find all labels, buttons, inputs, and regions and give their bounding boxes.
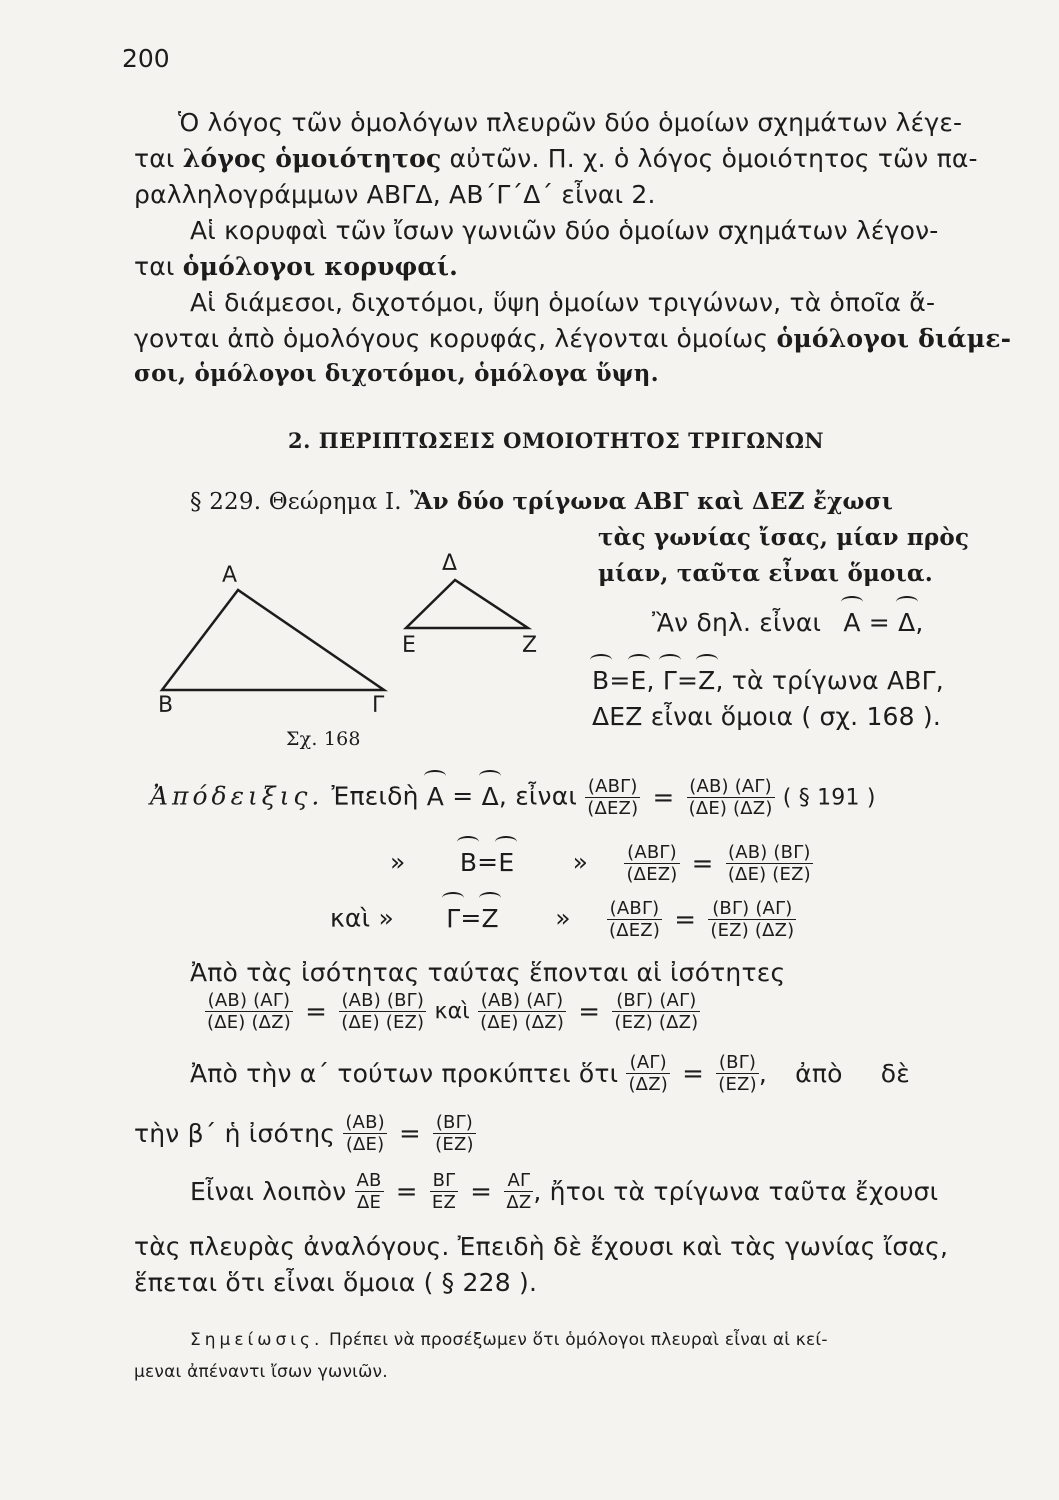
numerator: ΒΓ bbox=[430, 1170, 458, 1192]
fraction-ratio-3 bbox=[612, 990, 700, 1033]
fraction-ag-dz-plain bbox=[504, 1170, 533, 1213]
numerator: (ΑΒΓ) bbox=[585, 776, 640, 798]
paragraph-3-line-2 bbox=[134, 324, 1011, 353]
fraction-bg-ez bbox=[716, 1052, 759, 1095]
vertex-label-g: Γ bbox=[372, 693, 385, 718]
equals: = bbox=[305, 996, 328, 1027]
angle-e: Ε bbox=[630, 666, 647, 695]
term-ratio-of-similarity: λόγος ὁμοιότητος bbox=[182, 144, 442, 173]
angle-g: Γ bbox=[446, 903, 461, 933]
text: εἶναι bbox=[515, 781, 578, 811]
numerator: (ΑΒ) (ΑΓ) bbox=[687, 776, 775, 798]
equals: = bbox=[691, 848, 714, 879]
denominator: (ΔΕ) (ΔΖ) bbox=[688, 798, 773, 819]
fraction-ratio-2 bbox=[726, 842, 813, 885]
fraction-abg-dez bbox=[624, 842, 679, 885]
denominator: (ΔΖ) bbox=[628, 1074, 668, 1095]
after-line-1: Ἀπὸ τὰς ἰσότητας ταύτας ἕπονται αἱ ἰσότητες bbox=[190, 958, 786, 987]
numerator: ΑΒ bbox=[356, 1170, 382, 1191]
equals: = bbox=[609, 666, 631, 695]
fraction-bg-ez-plain bbox=[430, 1170, 458, 1213]
denominator: (ΔΕ) bbox=[345, 1134, 385, 1155]
figure-168 bbox=[150, 540, 550, 760]
theorem-text: Ἂν δύο τρίγωνα ΑΒΓ καὶ ΔΕΖ ἔχωσι bbox=[401, 488, 894, 515]
angle-a: Α bbox=[426, 781, 445, 811]
angle-a: Α bbox=[843, 608, 861, 637]
numerator: (ΒΓ) bbox=[716, 1052, 759, 1074]
proof-row-1 bbox=[150, 776, 876, 819]
paragraph-3-line-3: σοι, ὁμόλογοι διχοτόμοι, ὁμόλογα ὕψη. bbox=[134, 360, 659, 387]
paragraph-1-line-2 bbox=[134, 144, 978, 173]
theorem-line-3: μίαν, ταῦτα εἶναι ὅμοια. bbox=[598, 560, 934, 587]
text: καὶ bbox=[330, 903, 371, 933]
denominator: ΕΖ bbox=[431, 1192, 457, 1213]
equals: = bbox=[682, 1058, 705, 1089]
theorem-line-2: τὰς γωνίας ἴσας, μίαν πρὸς bbox=[598, 524, 970, 551]
denominator: (ΔΕΖ) bbox=[587, 798, 639, 819]
reference: ( § 191 ) bbox=[782, 785, 876, 811]
denominator: (ΔΕ) (ΕΖ) bbox=[727, 864, 811, 885]
numerator: (ΑΒ) bbox=[345, 1112, 385, 1133]
fraction-ratio-2 bbox=[339, 990, 426, 1033]
text: Ἐπειδὴ bbox=[331, 781, 419, 811]
paragraph-1-line-1: Ὁ λόγος τῶν ὁμολόγων πλευρῶν δύο ὁμοίων σχημάτων λέγε- bbox=[178, 108, 963, 137]
denominator: (ΔΕ) (ΔΖ) bbox=[207, 1012, 291, 1033]
note-line-1 bbox=[190, 1330, 828, 1350]
angle-d: Δ bbox=[898, 608, 916, 637]
text: ται bbox=[134, 144, 183, 173]
fraction-ag-dz bbox=[626, 1052, 670, 1095]
fraction-ratio-3 bbox=[708, 898, 796, 941]
equals: = bbox=[652, 782, 675, 813]
ditto-mark: » bbox=[572, 847, 589, 877]
theorem-line-1 bbox=[190, 488, 893, 515]
paragraph-2-line-2 bbox=[134, 252, 458, 281]
denominator: ΔΕ bbox=[357, 1192, 382, 1213]
numerator: (ΑΓ) bbox=[626, 1052, 670, 1074]
text: ἀπὸ bbox=[795, 1059, 843, 1088]
fraction-ratio-1 bbox=[478, 990, 566, 1033]
fraction-ab-de bbox=[343, 1112, 387, 1155]
angle-z: Ζ bbox=[481, 903, 499, 933]
vertex-label-e: Ε bbox=[402, 633, 416, 658]
fraction-ratio-1 bbox=[205, 990, 293, 1033]
angle-b: Β bbox=[459, 847, 478, 877]
numerator: (ΒΓ) (ΑΓ) bbox=[612, 990, 700, 1012]
ditto-mark: » bbox=[555, 903, 571, 933]
paragraph-1-line-3: ραλληλογράμμων ΑΒΓΔ, ΑΒ΄Γ΄Δ΄ εἶναι 2. bbox=[134, 180, 656, 209]
text: τὴν β΄ ἡ ἰσότης bbox=[134, 1119, 336, 1148]
hypothesis-line-1 bbox=[652, 608, 924, 637]
hypothesis-line-3: ΔΕΖ εἶναι ὅμοια ( σχ. 168 ). bbox=[592, 702, 942, 731]
paragraph-3-line-1: Αἱ διάμεσοι, διχοτόμοι, ὕψη ὁμοίων τριγώνων, τὰ ὁποῖα ἄ- bbox=[190, 288, 936, 317]
angle-z: Ζ bbox=[698, 666, 716, 695]
numerator: ΑΓ bbox=[504, 1170, 533, 1192]
numerator: (ΑΒΓ) bbox=[607, 898, 662, 920]
note-label: Σημείωσις. bbox=[190, 1330, 324, 1350]
equals: = bbox=[395, 1176, 418, 1207]
numerator: (ΑΒ) (ΑΓ) bbox=[478, 990, 566, 1012]
text: αὐτῶν. Π. χ. ὁ λόγος ὁμοιότητος τῶν πα- bbox=[441, 144, 978, 173]
denominator: (ΔΕ) (ΔΖ) bbox=[480, 1012, 565, 1033]
vertex-label-a: Α bbox=[222, 563, 238, 588]
triangle-abg bbox=[162, 590, 384, 690]
text: ται bbox=[134, 252, 183, 281]
equals: = bbox=[477, 847, 499, 877]
denominator: ΔΖ bbox=[506, 1192, 532, 1213]
theorem-label: Θεώρημα Ι. bbox=[268, 489, 402, 515]
numerator: (ΑΒ) (ΒΓ) bbox=[339, 990, 426, 1012]
hypothesis-line-2 bbox=[592, 666, 944, 695]
equals: = bbox=[460, 903, 482, 933]
proof-row-3 bbox=[330, 898, 796, 941]
comma: , bbox=[915, 608, 924, 637]
after-line-6: τὰς πλευρὰς ἀναλόγους. Ἐπειδὴ δὲ ἔχουσι καὶ τὰς γωνίας ἴσας, bbox=[134, 1232, 949, 1261]
angle-g: Γ bbox=[662, 666, 677, 695]
vertex-label-d: Δ bbox=[442, 551, 458, 576]
angle-e: Ε bbox=[498, 847, 515, 877]
section-title: 2. ΠΕΡΙΠΤΩΣΕΙΣ ΟΜΟΙΟΤΗΤΟΣ ΤΡΙΓΩΝΩΝ bbox=[288, 428, 825, 453]
denominator: (ΕΖ) bbox=[718, 1074, 757, 1095]
text: Ἂν δηλ. εἶναι bbox=[652, 608, 822, 637]
figure-caption: Σχ. 168 bbox=[286, 728, 361, 750]
numerator: (ΒΓ) (ΑΓ) bbox=[708, 898, 796, 920]
numerator: (ΑΒ) (ΑΓ) bbox=[205, 990, 293, 1012]
denominator: (ΔΕ) (ΕΖ) bbox=[341, 1012, 425, 1033]
text: , ἤτοι τὰ τρίγωνα ταῦτα ἔχουσι bbox=[533, 1177, 939, 1206]
equals: = bbox=[399, 1118, 421, 1149]
equals: = bbox=[868, 608, 890, 637]
equals: = bbox=[470, 1176, 493, 1207]
after-line-5 bbox=[190, 1170, 938, 1213]
after-line-7: ἕπεται ὅτι εἶναι ὅμοια ( § 228 ). bbox=[134, 1268, 538, 1297]
comma: , bbox=[758, 1059, 767, 1088]
comma: , bbox=[715, 666, 724, 695]
fraction-abg-dez bbox=[585, 776, 640, 819]
after-line-4 bbox=[134, 1112, 476, 1155]
denominator: (ΔΕΖ) bbox=[609, 920, 661, 941]
term-homologous-vertices: ὁμόλογοι κορυφαί. bbox=[182, 252, 459, 281]
text: γονται ἀπὸ ὁμολόγους κορυφάς, λέγονται ὁμοίως bbox=[134, 324, 777, 353]
angle-d: Δ bbox=[481, 781, 499, 811]
text: Πρέπει νὰ προσέξωμεν ὅτι ὁμόλογοι πλευραὶ εἶναι αἱ κεί- bbox=[323, 1330, 828, 1350]
equals: = bbox=[452, 781, 474, 811]
numerator: (ΒΓ) bbox=[433, 1112, 476, 1134]
numerator: (ΑΒ) (ΒΓ) bbox=[726, 842, 813, 864]
text: Ἀπὸ τὴν α΄ τούτων προκύπτει ὅτι bbox=[190, 1059, 619, 1088]
equalities-row bbox=[205, 990, 700, 1033]
denominator: (ΕΖ) (ΔΖ) bbox=[614, 1012, 699, 1033]
fraction-bg-ez bbox=[433, 1112, 476, 1155]
after-line-3 bbox=[190, 1052, 910, 1095]
proof-label: Ἀπόδειξις. bbox=[150, 781, 324, 811]
denominator: (ΔΕΖ) bbox=[626, 864, 678, 885]
equals: = bbox=[676, 666, 699, 695]
text: καὶ bbox=[434, 999, 470, 1024]
section-number: § 229. bbox=[190, 489, 269, 515]
denominator: (ΕΖ) (ΔΖ) bbox=[710, 920, 795, 941]
fraction-ratio-1 bbox=[687, 776, 775, 819]
equals: = bbox=[578, 996, 601, 1027]
note-line-2: μεναι ἀπέναντι ἴσων γωνιῶν. bbox=[134, 1362, 388, 1382]
comma: , bbox=[498, 781, 508, 811]
numerator: (ΑΒΓ) bbox=[624, 842, 679, 864]
angle-b: Β bbox=[592, 666, 610, 695]
text: Εἶναι λοιπὸν bbox=[190, 1177, 347, 1206]
ditto-mark: » bbox=[390, 847, 406, 877]
denominator: (ΕΖ) bbox=[435, 1134, 474, 1155]
comma: , bbox=[646, 666, 655, 695]
page-number: 200 bbox=[122, 44, 170, 73]
equals: = bbox=[674, 904, 697, 935]
vertex-label-z: Ζ bbox=[522, 633, 538, 658]
term-homologous-medians: ὁμόλογοι διάμε- bbox=[776, 324, 1012, 353]
fraction-abg-dez bbox=[607, 898, 662, 941]
text: δὲ bbox=[880, 1059, 910, 1088]
triangle-dez bbox=[406, 580, 528, 628]
paragraph-2-line-1: Αἱ κορυφαὶ τῶν ἴσων γωνιῶν δύο ὁμοίων σχημάτων λέγον- bbox=[190, 216, 939, 245]
proof-row-2 bbox=[390, 842, 813, 885]
vertex-label-b: Β bbox=[158, 693, 174, 718]
text: τὰ τρίγωνα ΑΒΓ, bbox=[731, 666, 944, 695]
fraction-ab-de-plain bbox=[355, 1170, 384, 1213]
ditto-mark: » bbox=[378, 903, 394, 933]
